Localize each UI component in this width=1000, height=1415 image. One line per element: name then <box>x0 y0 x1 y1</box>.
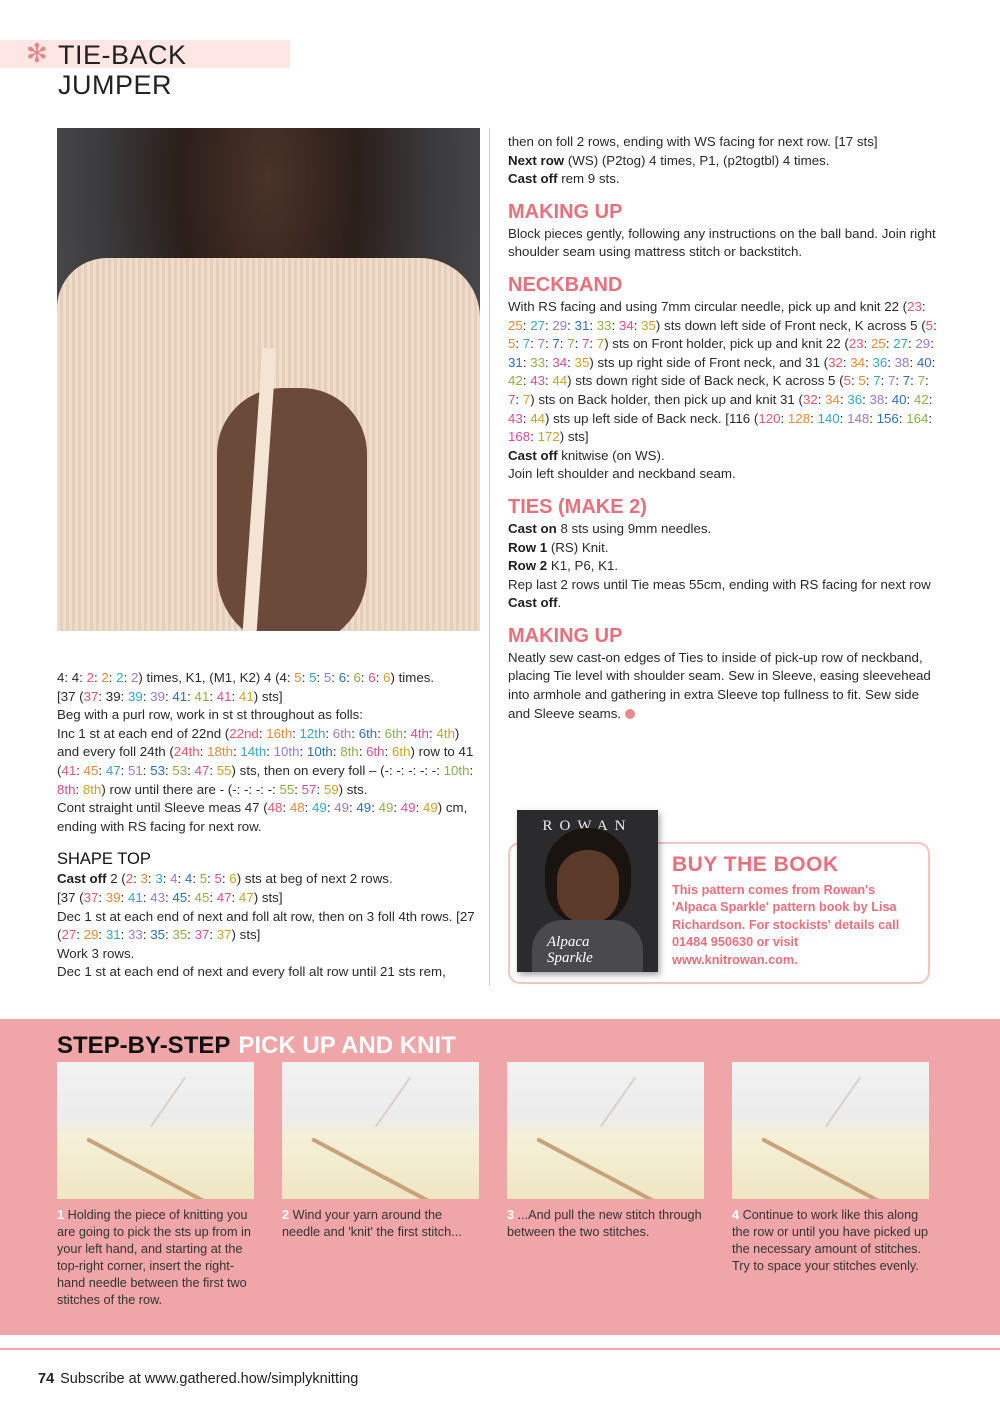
step-2-caption: 2 Wind your yarn around the needle and 'knit' the first stitch... <box>282 1208 462 1239</box>
making-up-2-heading: MAKING UP <box>508 624 623 647</box>
step-3-photo <box>507 1062 704 1199</box>
cover-model <box>557 850 619 924</box>
sleeve-para-1: 4: 4: 2: 2: 2: 2) times, K1, (M1, K2) 4 (4: 5: 5: 5: 6: 6: 6: 6) times. [37 (37: 39: 39: 39: 41: 41: 41: 41) sts] <box>57 670 435 704</box>
footer-rule <box>0 1348 1000 1350</box>
ties-heading: TIES (MAKE 2) <box>508 495 647 518</box>
ties-row1: Row 1 (RS) Knit. <box>508 539 609 555</box>
cover-title: Alpaca Sparkle <box>547 934 593 966</box>
step-4-photo <box>732 1062 929 1199</box>
step-1-photo <box>57 1062 254 1199</box>
step-by-step-title: STEP-BY-STEP PICK UP AND KNIT <box>57 1032 456 1059</box>
page-number: 74 <box>38 1371 55 1387</box>
shape-top-st1: [37 (37: 39: 41: 43: 45: 45: 47: 47) sts] <box>57 889 283 905</box>
step-4-caption: 4 Continue to work like this along the row or until you have picked up the necessary amount of stitches. Try to space your stitches evenly. <box>732 1208 929 1273</box>
ties-row2: Row 2 K1, P6, K1. <box>508 558 619 574</box>
page-header <box>0 38 290 100</box>
making-up-text: Block pieces gently, following any instructions on the ball band. Join right shoulder seam using mattress stitch or backstitch. <box>508 225 936 260</box>
buy-the-book-heading: BUY THE BOOK <box>672 853 839 876</box>
shape-top-st2: Dec 1 st at each end of next and foll alt row, then on 3 foll 4th rows. [27 (27: 29: 31: 33: 35: 35: 37: 37) sts] <box>57 908 475 943</box>
flower-icon: ✻ <box>26 38 48 68</box>
step-3-caption: 3 ...And pull the new stitch through between the two stitches. <box>507 1208 702 1239</box>
right-column-text <box>508 133 938 723</box>
cast-off-text: Cast off rem 9 sts. <box>508 171 620 187</box>
shape-top-st4: Dec 1 st at each end of next and every foll alt row until 21 sts rem, <box>57 964 446 980</box>
sleeve-para-3: Inc 1 st at each end of 22nd (22nd: 16th: 12th: 6th: 6th: 6th: 4th: 4th) and every foll 24th (24th: 18th: 14th: 10th: 10th: 8th: 6th: 6th) row to 41 (41: 45: 47: 51: 53: 53: 47: 55) sts, then on every foll – (-: -: -: -: -: 10th: 8th: 8th) row until there are - (-: -: -: -: 55: 57: 59) sts. <box>57 725 474 797</box>
step-1-caption: 1 Holding the piece of knitting you are going to pick the sts up from in your left hand, and starting at the top-right corner, insert the right-hand needle between the first two stitches of the row. <box>57 1208 251 1307</box>
neckband-join: Join left shoulder and neckband seam. <box>508 466 736 482</box>
continued-text: then on foll 2 rows, ending with WS facing for next row. [17 sts] <box>508 134 878 149</box>
step-2-photo <box>282 1062 479 1199</box>
book-cover-image <box>517 810 658 972</box>
ties-cast-off: Cast off. <box>508 595 562 611</box>
next-row-text: Next row (WS) (P2tog) 4 times, P1, (p2togtbl) 4 times. <box>508 152 830 168</box>
sleeve-para-4: Cont straight until Sleeve meas 47 (48: 48: 49: 49: 49: 49: 49: 49) cm, ending with RS facing for next row. <box>57 800 468 834</box>
ties-repeat: Rep last 2 rows until Tie meas 55cm, ending with RS facing for next row <box>508 576 931 592</box>
model-back-photo <box>57 128 480 631</box>
left-column-text <box>57 669 482 982</box>
page-title: TIE-BACK JUMPER <box>58 40 187 100</box>
shape-top-st3: Work 3 rows. <box>57 945 135 961</box>
ties-cast-on: Cast on 8 sts using 9mm needles. <box>508 520 712 536</box>
neckband-cast-off: Cast off knitwise (on WS). <box>508 447 665 463</box>
buy-the-book-description: This pattern comes from Rowan's 'Alpaca Sparkle' pattern book by Lisa Richardson. For stockists' details call 01484 950630 or visit www.knitrowan.com. <box>672 883 900 967</box>
page-footer <box>38 1371 358 1387</box>
neckband-heading: NECKBAND <box>508 273 623 296</box>
making-up-2-text: Neatly sew cast-on edges of Ties to inside of pick-up row of neckband, placing Tie level with shoulder seam. Sew in Sleeve, easing sleevehead into armhole and gathering in extra Sleeve top fullness to fit. Sew side and Sleeve seams. <box>508 649 931 721</box>
end-mark-icon <box>625 709 635 719</box>
sleeve-para-2: Beg with a purl row, work in st st throughout as folls: <box>57 707 363 723</box>
back-cutout <box>217 388 367 631</box>
neckband-text: With RS facing and using 7mm circular needle, pick up and knit 22 (23: 25: 27: 29: 31: 33: 34: 35) sts down left side of Front neck, K across 5 (5: 5: 7: 7: 7: 7: 7: 7) sts on Front holder, pick up and knit 22 (23: 25: 27: 29: 31: 33: 34: 35) sts up right side of Front neck, and 31 (32: 34: 36: 38: 40: 42: 43: 44) sts down right side of Back neck, K across 5 (5: 5: 7: 7: 7: 7: 7: 7) sts on Back holder, then pick up and knit 31 (32: 34: 36: 38: 40: 42: 43: 44) sts up left side of Back neck. [116 (120: 128: 140: 148: 156: 164: 168: 172) sts] <box>508 298 937 445</box>
shape-top-heading: SHAPE TOP <box>57 850 151 869</box>
subscribe-link[interactable]: Subscribe at www.gathered.how/simplyknitting <box>60 1371 359 1387</box>
shape-top-cast-off: Cast off 2 (2: 3: 3: 4: 4: 5: 5: 6) sts at beg of next 2 rows. <box>57 871 393 887</box>
book-brand: ROWAN <box>542 818 633 834</box>
making-up-heading: MAKING UP <box>508 200 623 223</box>
column-divider <box>489 128 490 986</box>
